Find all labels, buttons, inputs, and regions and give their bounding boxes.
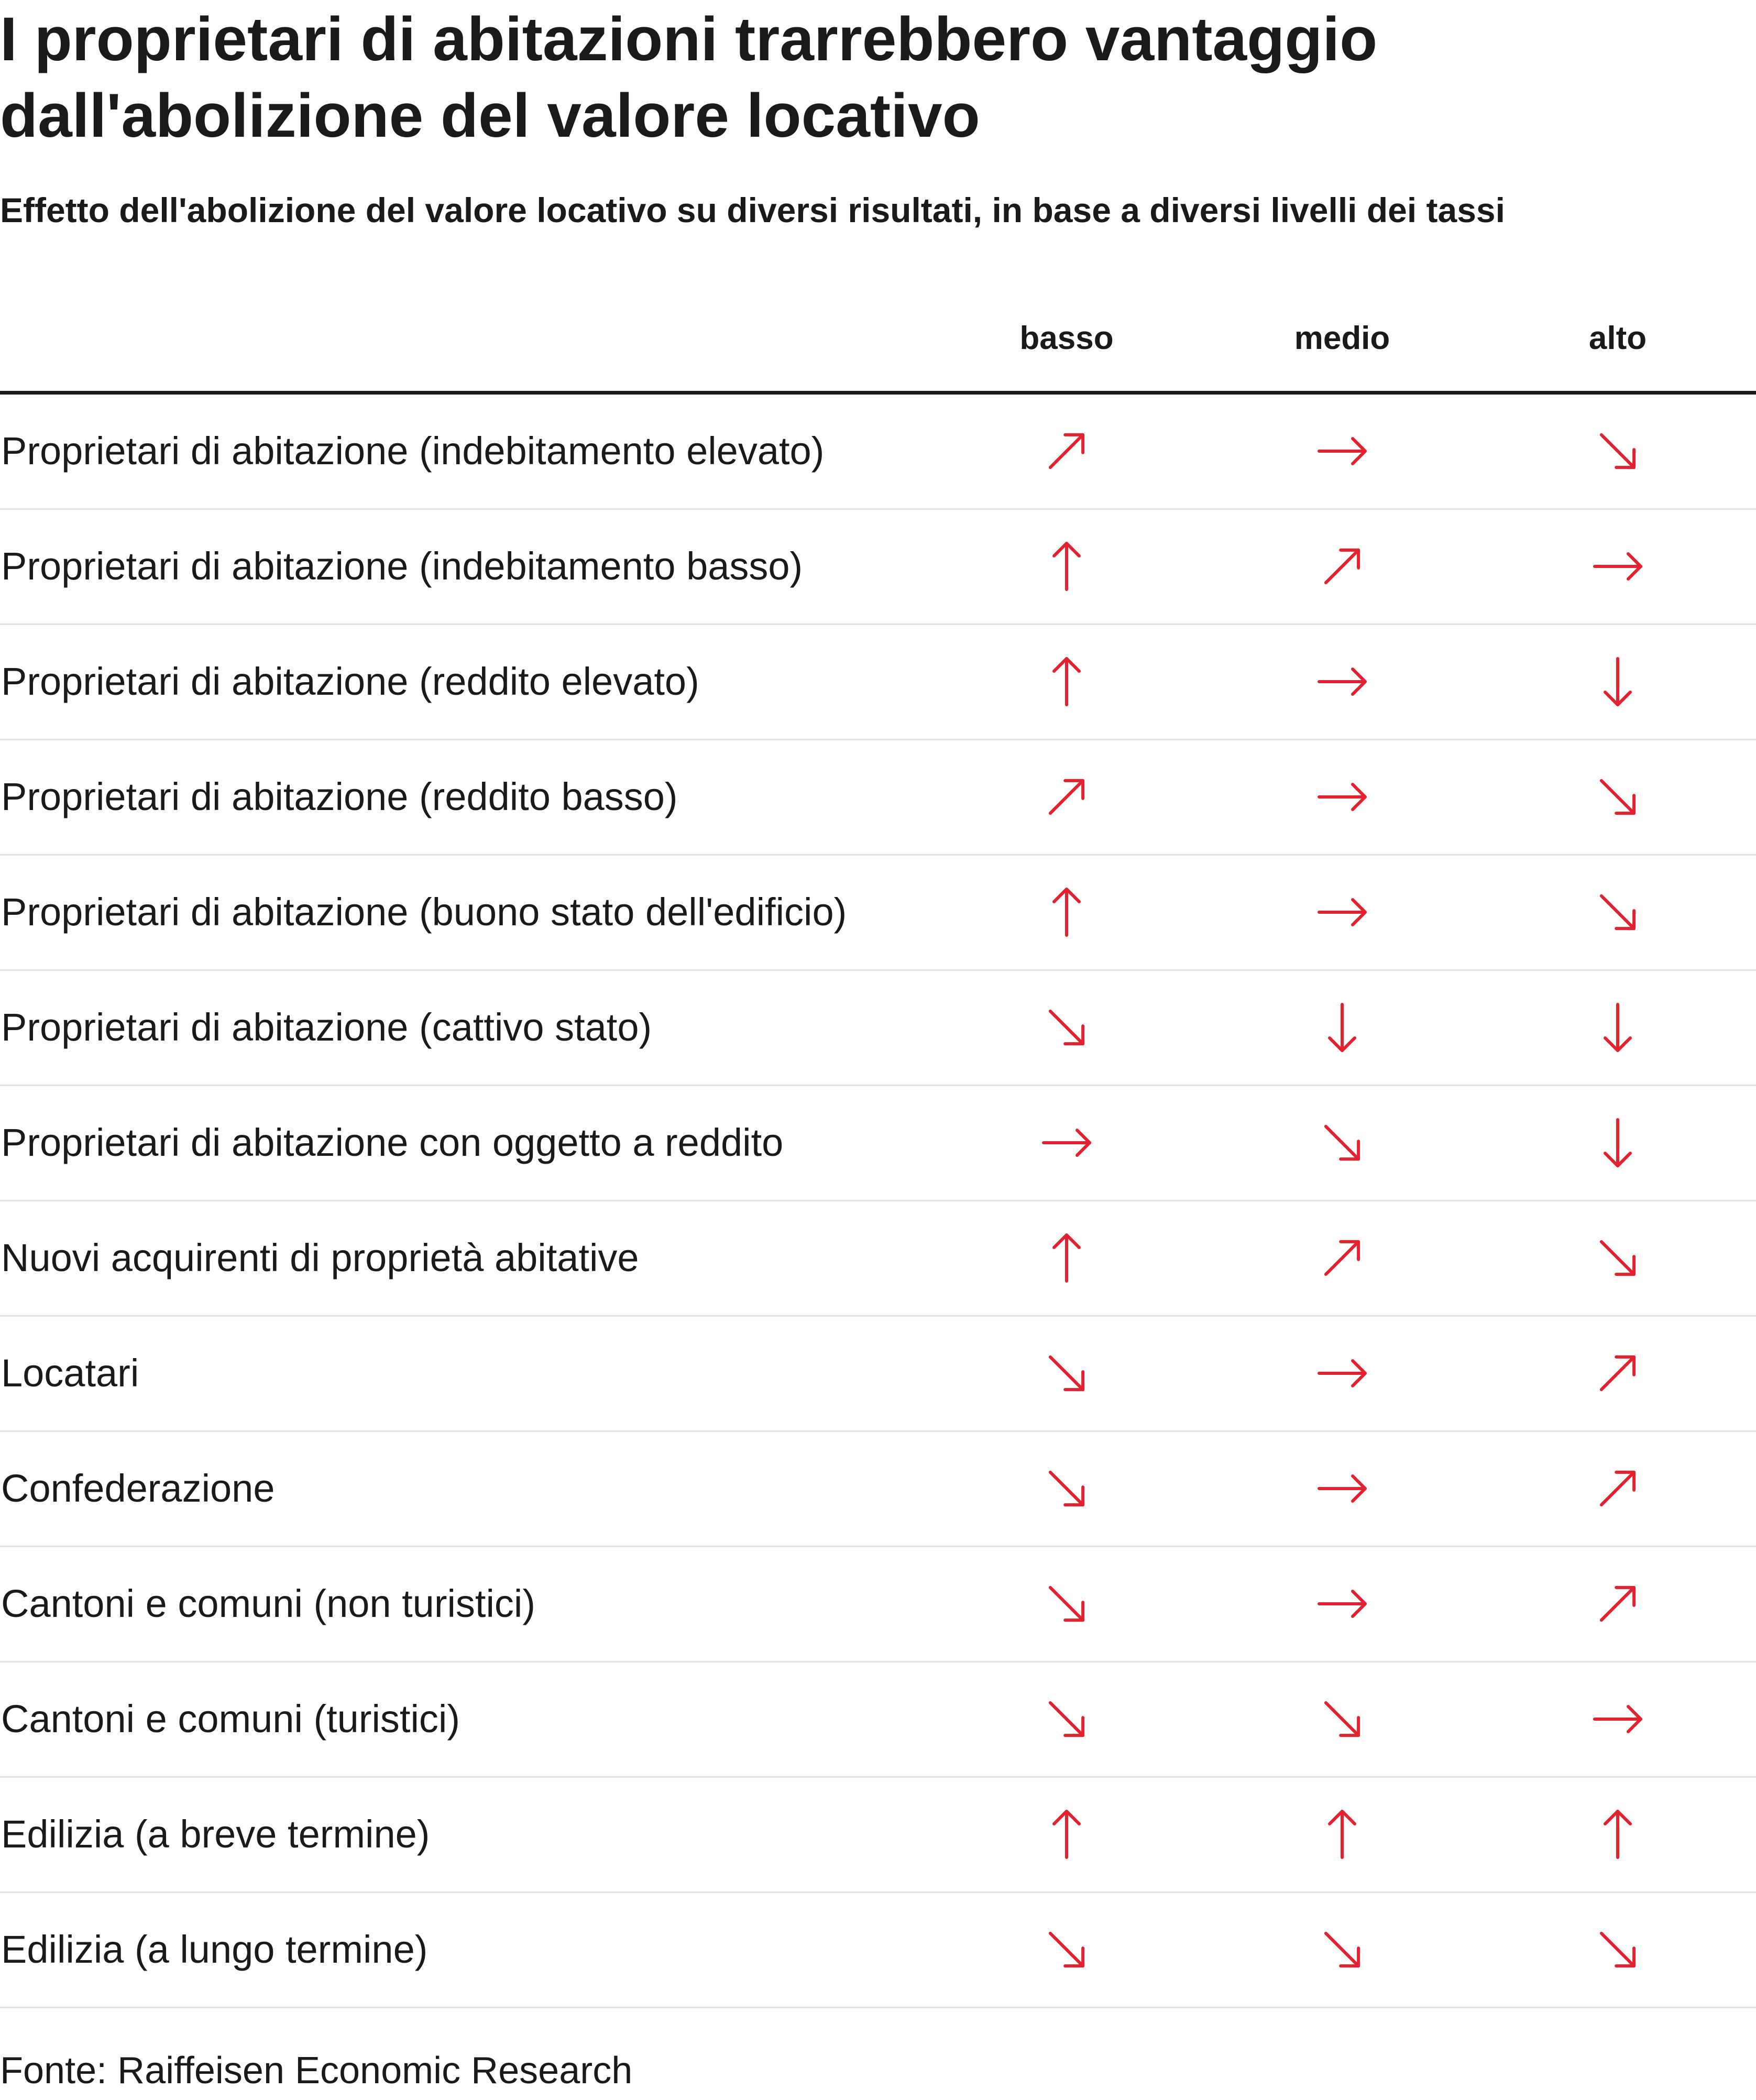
- row-label: Proprietari di abitazione (reddito elevato): [1, 660, 699, 703]
- table-row: [0, 856, 1756, 971]
- row-label: Locatari: [1, 1351, 139, 1395]
- arrow-right-icon: [1316, 655, 1368, 708]
- row-label: Proprietari di abitazione con oggetto a reddito: [1, 1121, 784, 1164]
- table-row: [0, 510, 1756, 625]
- column-header-medio: medio: [1294, 320, 1390, 356]
- table-row: [0, 1317, 1756, 1432]
- arrow-down-right-icon: [1592, 1923, 1644, 1976]
- arrow-down-right-icon: [1316, 1693, 1368, 1745]
- row-label: Confederazione: [1, 1467, 275, 1510]
- arrow-down-right-icon: [1592, 771, 1644, 823]
- arrow-up-icon: [1592, 1808, 1644, 1861]
- arrow-up-icon: [1040, 1232, 1093, 1284]
- row-label: Proprietari di abitazione (buono stato dell'edificio): [1, 890, 847, 934]
- row-label: Edilizia (a breve termine): [1, 1812, 430, 1856]
- row-label: Edilizia (a lungo termine): [1, 1928, 428, 1971]
- chart-subtitle: Effetto dell'abolizione del valore locativo su diversi risultati, in base a diversi livelli dei tassi: [0, 191, 1505, 229]
- arrow-down-icon: [1592, 655, 1644, 708]
- arrow-up-right-icon: [1592, 1578, 1644, 1630]
- arrow-right-icon: [1316, 1578, 1368, 1630]
- table-row: [0, 971, 1756, 1086]
- arrow-down-icon: [1592, 1001, 1644, 1054]
- arrow-down-icon: [1592, 1117, 1644, 1169]
- arrow-down-right-icon: [1040, 1578, 1093, 1630]
- arrow-up-icon: [1040, 540, 1093, 593]
- arrow-down-right-icon: [1592, 425, 1644, 477]
- arrow-down-right-icon: [1040, 1001, 1093, 1054]
- arrow-up-right-icon: [1592, 1462, 1644, 1515]
- row-label: Proprietari di abitazione (indebitamento elevato): [1, 429, 825, 473]
- arrow-up-icon: [1040, 886, 1093, 938]
- arrow-up-right-icon: [1592, 1347, 1644, 1399]
- table-row: [0, 1893, 1756, 2008]
- table-row: [0, 395, 1756, 510]
- table-row: [0, 1778, 1756, 1893]
- arrow-down-right-icon: [1316, 1923, 1368, 1976]
- chart-title: I proprietari di abitazioni trarrebbero vantaggio dall'abolizione del valore locativo: [0, 5, 1378, 150]
- table-row: [0, 1086, 1756, 1201]
- arrow-up-right-icon: [1316, 540, 1368, 593]
- arrow-up-right-icon: [1040, 771, 1093, 823]
- table-row: [0, 1662, 1756, 1778]
- arrow-up-icon: [1040, 655, 1093, 708]
- arrow-right-icon: [1316, 425, 1368, 477]
- arrow-down-right-icon: [1040, 1693, 1093, 1745]
- arrow-down-right-icon: [1316, 1117, 1368, 1169]
- arrow-right-icon: [1592, 1693, 1644, 1745]
- arrow-right-icon: [1316, 1347, 1368, 1399]
- arrow-up-right-icon: [1040, 425, 1093, 477]
- table-row: [0, 740, 1756, 856]
- source-note: Fonte: Raiffeisen Economic Research: [0, 2050, 633, 2092]
- row-label: Proprietari di abitazione (cattivo stato): [1, 1005, 652, 1049]
- arrow-right-icon: [1592, 540, 1644, 593]
- arrow-right-icon: [1316, 886, 1368, 938]
- table-row: [0, 1432, 1756, 1547]
- table-row: [0, 1201, 1756, 1317]
- arrow-down-right-icon: [1592, 1232, 1644, 1284]
- arrow-down-right-icon: [1592, 886, 1644, 938]
- arrow-up-icon: [1040, 1808, 1093, 1861]
- arrow-up-right-icon: [1316, 1232, 1368, 1284]
- row-label: Proprietari di abitazione (reddito basso): [1, 775, 678, 818]
- table-row: [0, 1547, 1756, 1662]
- row-label: Cantoni e comuni (non turistici): [1, 1582, 535, 1625]
- arrow-right-icon: [1040, 1117, 1093, 1169]
- column-header-alto: alto: [1588, 320, 1647, 356]
- row-label: Nuovi acquirenti di proprietà abitative: [1, 1236, 639, 1279]
- table-row: [0, 625, 1756, 740]
- arrow-down-right-icon: [1040, 1923, 1093, 1976]
- arrow-down-right-icon: [1040, 1347, 1093, 1399]
- arrow-right-icon: [1316, 771, 1368, 823]
- arrow-down-right-icon: [1040, 1462, 1093, 1515]
- arrow-down-icon: [1316, 1001, 1368, 1054]
- header-rule: [0, 391, 1756, 395]
- row-label: Proprietari di abitazione (indebitamento basso): [1, 544, 803, 588]
- column-header-basso: basso: [1019, 320, 1114, 356]
- arrow-up-icon: [1316, 1808, 1368, 1861]
- arrow-right-icon: [1316, 1462, 1368, 1515]
- row-label: Cantoni e comuni (turistici): [1, 1697, 460, 1741]
